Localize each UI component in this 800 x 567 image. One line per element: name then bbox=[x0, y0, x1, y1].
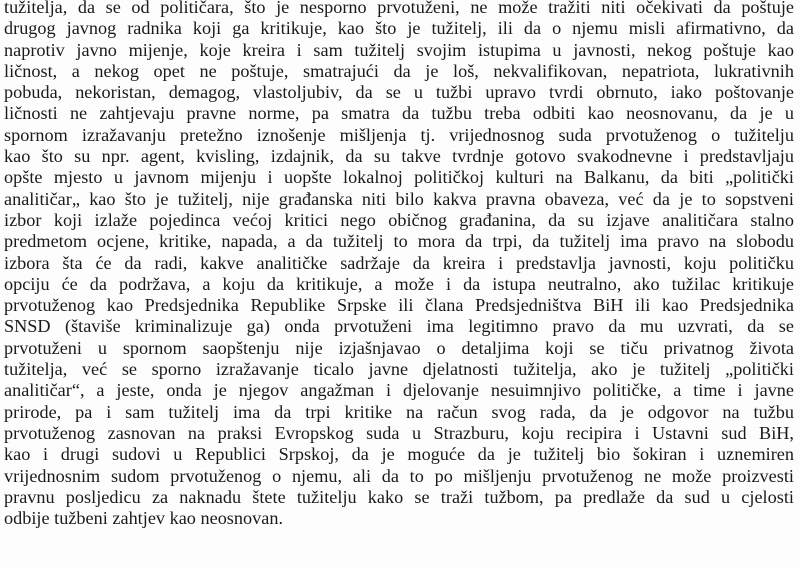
text-line: pobuda, nekoristan, demagog, vlastoljubiv, da se u tužbi upravo tvrdi obrnuto, iako poštovanje bbox=[4, 82, 794, 103]
text-line: vrijednosnim sudom prvotuženog o njemu, ali da to po mišljenju prvotuženog ne može proizvesti bbox=[4, 465, 794, 486]
text-line-last: odbije tužbeni zahtjev kao neosnovan. bbox=[4, 508, 284, 529]
text-line: prvotuženog kao Predsjednika Republike Srpske ili člana Predsjedništva BiH ili kao Predsjednika bbox=[4, 295, 794, 316]
text-line: prvotuženi u spornom saopštenju nije izjašnjavao o detaljima koji se tiču privatnog života bbox=[4, 337, 794, 358]
text-line: opciju će da podržava, a koju da kritikuje, a može i da istupa neutralno, ako tužilac kritikuje bbox=[4, 273, 794, 294]
text-line: tužitelja, već se sporno izražavanje ticalo javne djelatnosti tužitelja, ako je tužitelj „politički bbox=[4, 359, 794, 380]
text-line: SNSD (štaviše kriminalizuje ga) onda prvotuženi ima legitimno pravo da mu uzvrati, da se bbox=[4, 316, 794, 337]
text-line: prirode, pa i sam tužitelj ima da trpi kritike na račun svog rada, da je odgovor na tužbu bbox=[4, 401, 794, 422]
text-line: kao i drugi sudovi u Republici Srpskoj, da je moguće da je tužitelj bio šokiran i uznemiren bbox=[4, 444, 794, 465]
text-line: pravnu posljedicu za naknadu štete tužitelju kako se traži tužbom, pa predlaže da sud u cjelosti bbox=[4, 486, 794, 507]
text-line: drugog javnog radnika koji ga kritikuje, kao što je tužitelj, ili da o njemu misli afirmativno, da bbox=[4, 18, 794, 39]
text-line: ličnosti ne zahtjevaju pravne norme, pa smatra da tužbu treba odbiti kao neosnovanu, da je u bbox=[4, 103, 794, 124]
text-line: izbora šta će da radi, kakve analitičke sadržaje da kreira i predstavlja javnosti, koju političku bbox=[4, 252, 794, 273]
text-line: predmetom ocjene, kritike, napada, a da tužitelj to mora da trpi, da tužitelj ima pravo na slobodu bbox=[4, 231, 794, 252]
text-line: izbor koji izlaže pojedinca većoj kritici nego običnog građanina, da su izjave analitičara stalno bbox=[4, 209, 794, 230]
text-line: naprotiv javno mijenje, koje kreira i sam tužitelj svojim istupima u javnosti, nekog poštuje kao bbox=[4, 39, 794, 60]
text-line: analitičar“, a jeste, onda je njegov angažman i djelovanje nesuimnjivo političke, a time i javne bbox=[4, 380, 794, 401]
text-line: opšte mjesto u javnom mijenju i uopšte lokalnoj političkoj kulturi na Balkanu, da biti „politički bbox=[4, 167, 794, 188]
text-line: spornom izražavanju pretežno iznošenje mišljenja tj. vrijednosnog suda prvotuženog o tužitelju bbox=[4, 124, 794, 145]
text-line: analitičar„ kao što je tužitelj, nije građanska niti bilo kakva pravna obaveza, već da je to sopstveni bbox=[4, 188, 794, 209]
document-paragraph bbox=[4, 0, 794, 529]
text-line: ličnost, a nekog opet ne poštuje, smatrajući da je loš, nekvalifikovan, nepatriota, lukrativnih bbox=[4, 60, 794, 81]
text-line: kao što su npr. agent, kvisling, izdajnik, da su takve tvrdnje gotovo svakodnevne i predstavljaju bbox=[4, 146, 794, 167]
text-line: tužitelja, da se od političara, što je nesporno prvotuženi, ne može tražiti niti očekivati da poštuje bbox=[4, 0, 794, 17]
text-line: prvotuženog zasnovan na praksi Evropskog suda u Strazburu, koju recipira i Ustavni sud BiH, bbox=[4, 422, 794, 443]
